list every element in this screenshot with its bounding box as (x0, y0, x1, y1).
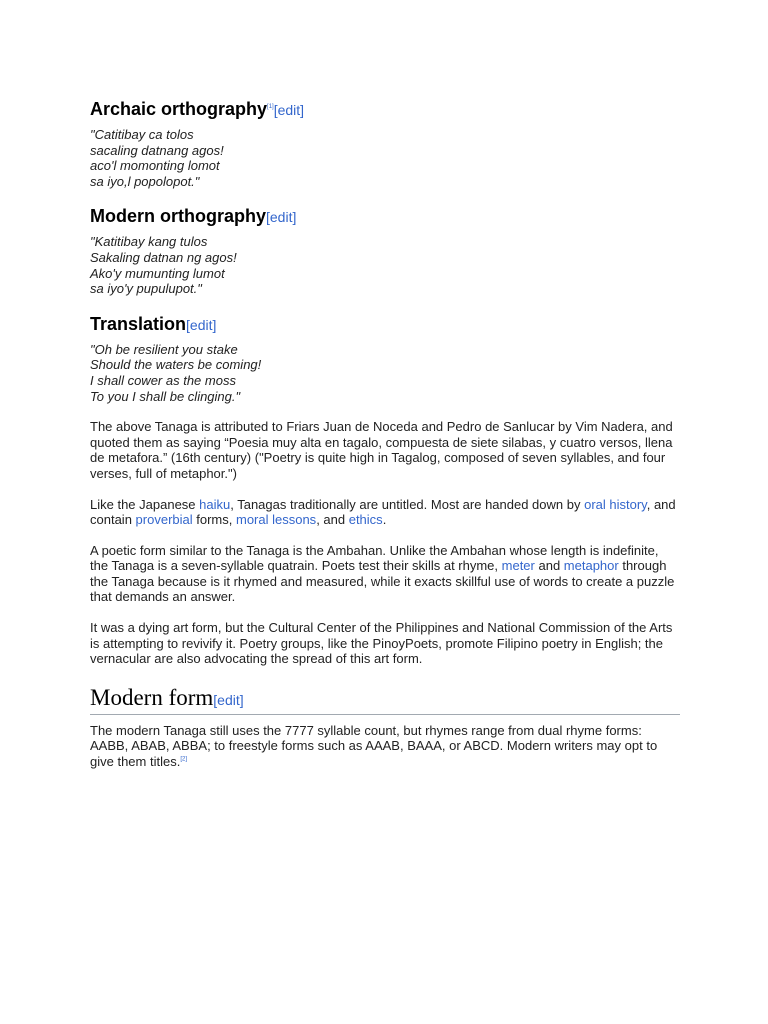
link-meter[interactable]: meter (501, 558, 535, 574)
citation-link[interactable]: [1] (267, 104, 274, 110)
link-metaphor[interactable]: metaphor (563, 558, 619, 574)
poem-line: "Katitibay kang tulos (90, 234, 208, 250)
poem-line: Sakaling datnan ng agos! (90, 249, 237, 265)
section-heading-modern-orthography (90, 204, 680, 229)
text-run: Like the Japanese (90, 496, 200, 512)
text-run: and (534, 558, 564, 574)
poem-line: To you I shall be clinging." (90, 388, 241, 404)
text-run: , and contain (90, 496, 676, 528)
section-title: Modern form (90, 684, 214, 710)
paragraph-attribution: The above Tanaga is attributed to Friars Juan de Noceda and Pedro de Sanlucar by Vim Nadera, and quoted them as saying “Poesia muy alta en tagalo, compuesta de siete silabas, y cuatro versos, llena de metafora.” (16th century) ("Poetry is quite high in Tagalog, composed of seven syllables, and four verses, full of metaphor.") (90, 419, 673, 481)
poem-line: "Oh be resilient you stake (90, 341, 238, 357)
poem-line: sa iyo'y pupulupot." (90, 281, 202, 297)
edit-link[interactable]: [edit] (213, 691, 244, 708)
text-run: forms, (192, 512, 236, 528)
section-heading-translation (90, 312, 680, 337)
poem-modern (90, 234, 680, 296)
section-title: Translation (90, 313, 187, 334)
paragraph-ambahan-comparison (90, 543, 680, 605)
edit-link[interactable]: [edit] (186, 316, 217, 333)
paragraph-modern-form (90, 723, 680, 770)
edit-link[interactable]: [edit] (273, 102, 305, 118)
section-title: Archaic orthography (90, 99, 268, 119)
poem-archaic (90, 127, 680, 189)
text-run: A poetic form similar to the Tanaga is the Ambahan. Unlike the Ambahan whose length is indefinite, the Tanaga is a seven-syllable quatrain. Poets test their skills at rhyme, (90, 542, 659, 574)
link-oral-history[interactable]: oral history (584, 496, 647, 512)
poem-line: Ako'y mumunting lumot (90, 265, 225, 281)
citation-link[interactable]: [2] (180, 756, 187, 763)
text-run: The modern Tanaga still uses the 7777 syllable count, but rhymes range from dual rhyme forms: AABB, ABAB, ABBA; to freestyle forms such as AAAB, BAAA, or ABCD. Modern writers may opt to give them titles. (90, 722, 658, 770)
text-run: , and (316, 512, 349, 528)
link-moral-lessons[interactable]: moral lessons (235, 512, 317, 528)
article-body (90, 97, 680, 770)
paragraph-haiku-comparison (90, 497, 680, 528)
paragraph-revival: It was a dying art form, but the Cultural Center of the Philippines and National Commission of the Arts is attempting to revivify it. Poetry groups, like the PinoyPoets, promote Filipino poetry in English; the vernacular are also advocating the spread of this art form. (90, 620, 673, 667)
poem-line: sacaling datnang agos! (90, 142, 224, 158)
edit-link[interactable]: [edit] (266, 209, 297, 226)
section-title: Modern orthography (90, 206, 266, 227)
link-haiku[interactable]: haiku (199, 496, 231, 512)
poem-line: sa iyo,l popolopot." (90, 173, 200, 189)
section-heading-modern-form (90, 685, 680, 715)
link-proverbial[interactable]: proverbial (135, 512, 193, 528)
text-run: through the Tanaga because is it rhymed and measured, while it exacts skillful use of words to create a puzzle that demands an answer. (90, 558, 675, 605)
poem-line: Should the waters be coming! (90, 357, 262, 373)
link-ethics[interactable]: ethics (348, 512, 383, 528)
poem-line: aco'l momonting lomot (90, 158, 220, 174)
poem-translation (90, 342, 680, 404)
section-heading-archaic-orthography (90, 97, 680, 122)
text-run: . (382, 512, 387, 528)
poem-line: "Catitibay ca tolos (90, 127, 194, 142)
text-run: , Tanagas traditionally are untitled. Most are handed down by (230, 496, 585, 512)
poem-line: I shall cower as the moss (90, 372, 236, 388)
